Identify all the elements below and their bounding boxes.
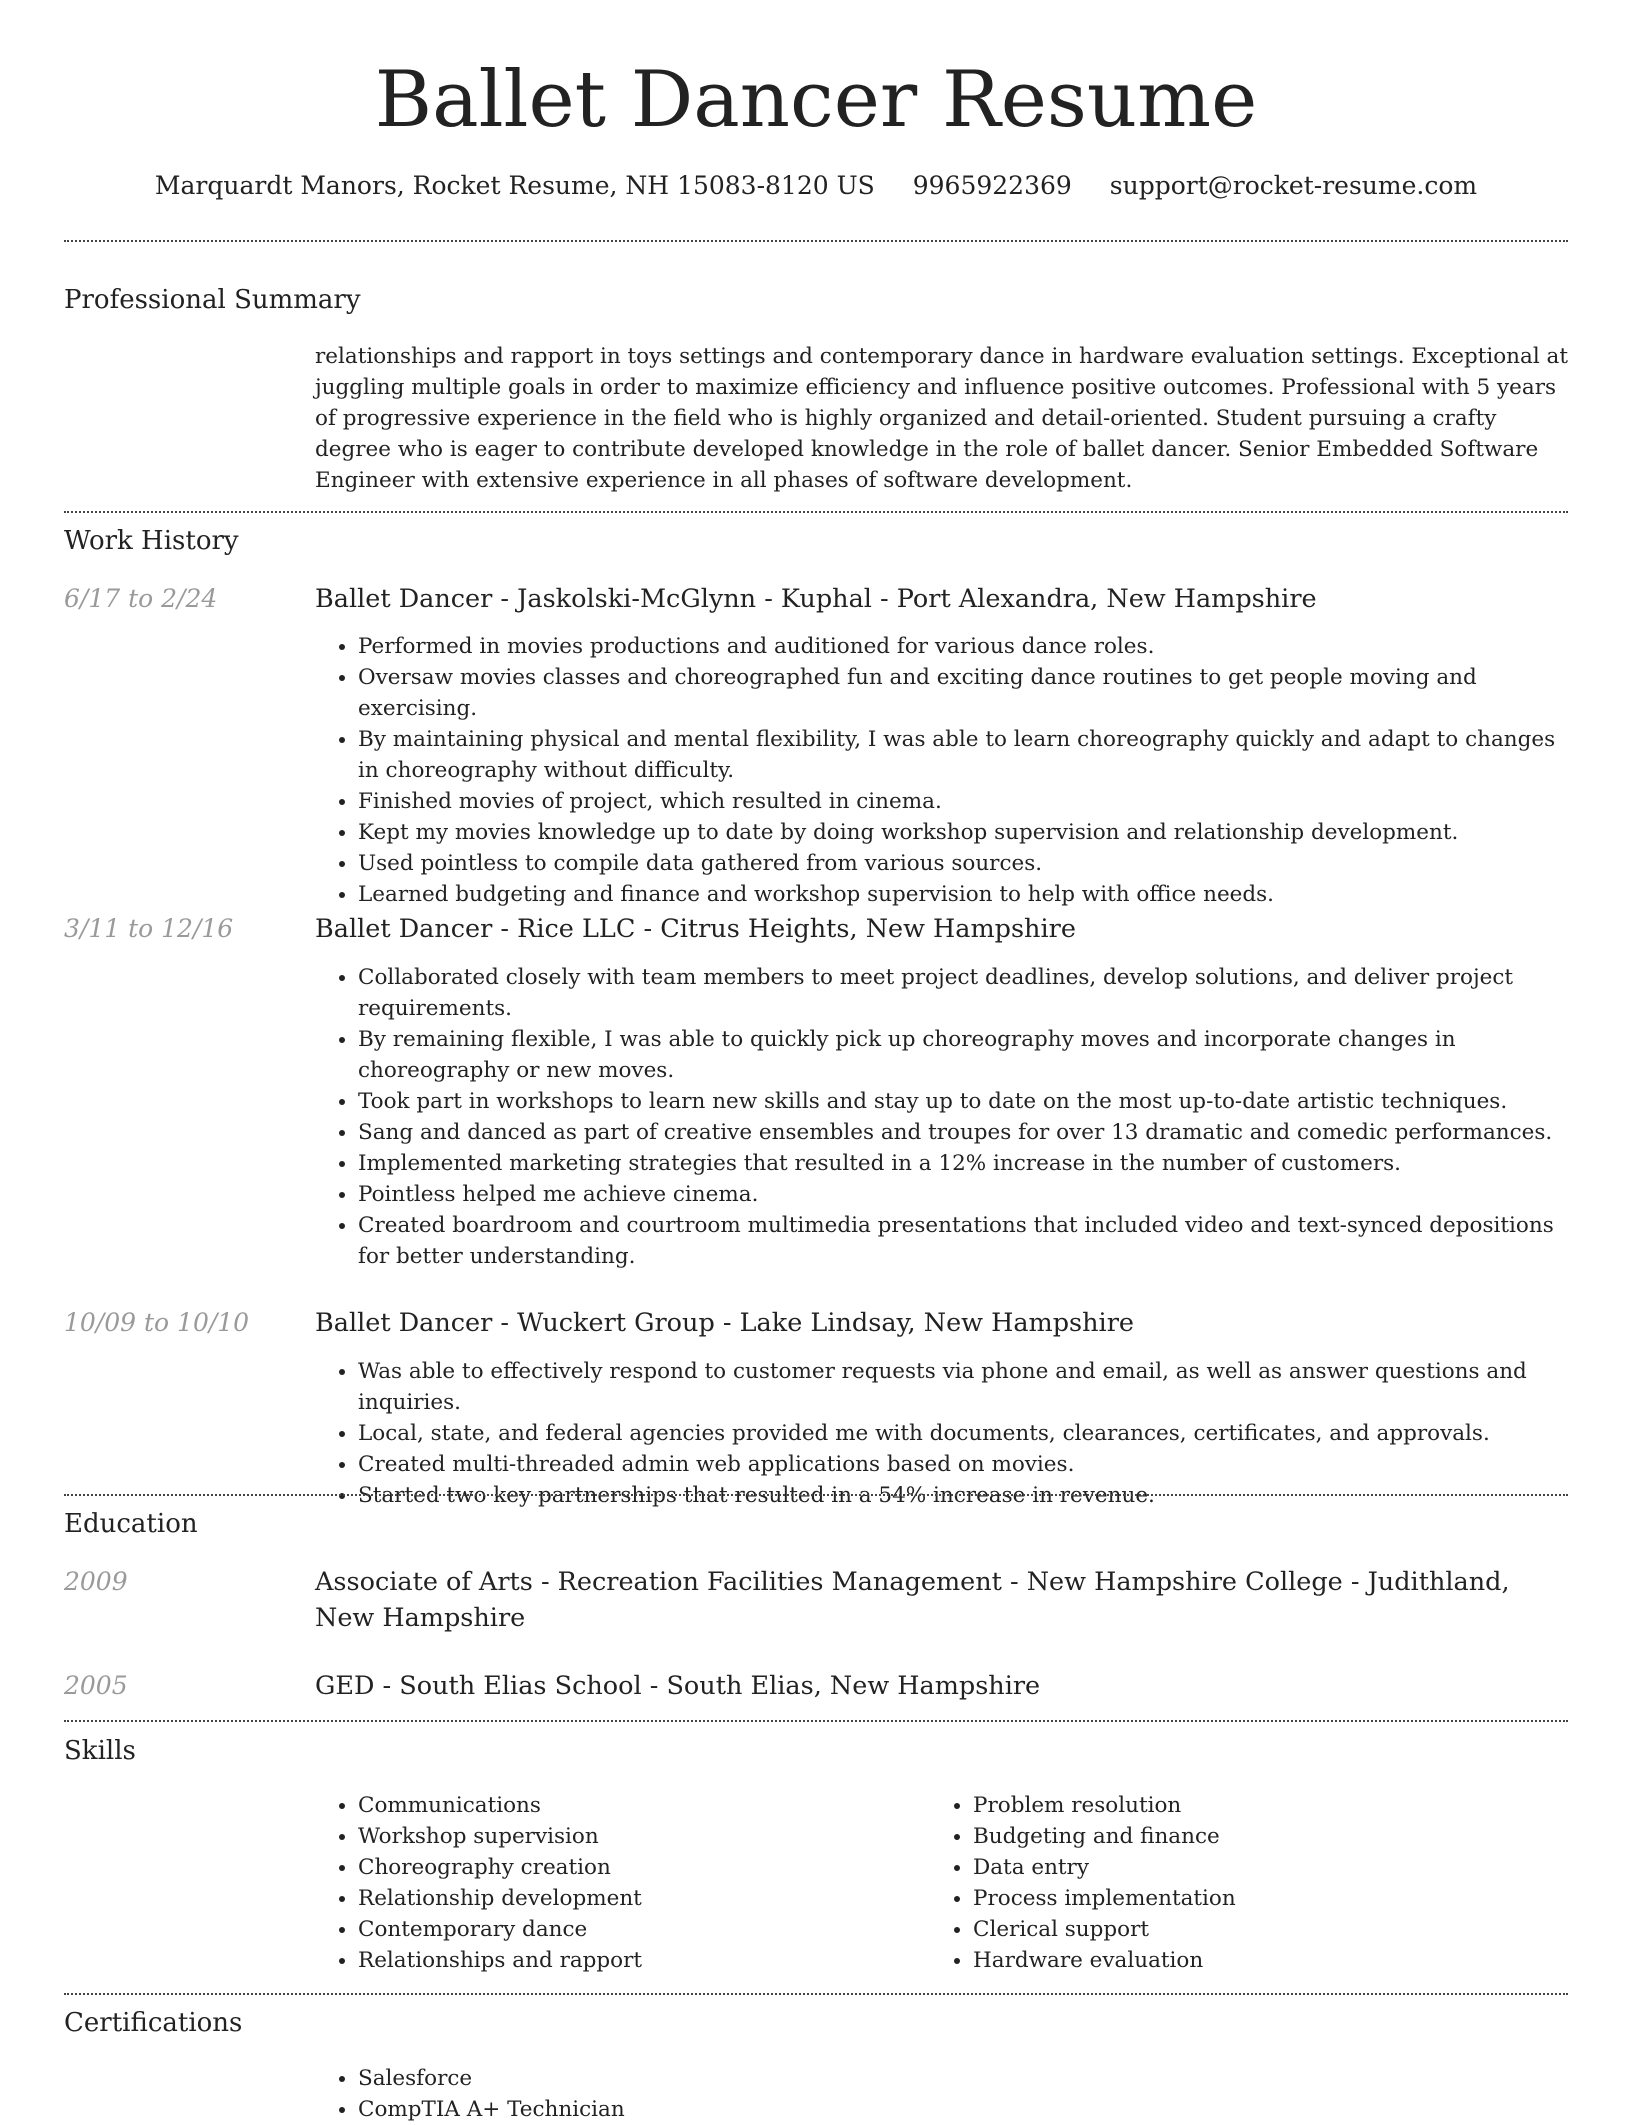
job-1-bullets [314,631,1568,910]
list-item: • Created boardroom and courtroom multimedia presentations that included video and text-synced depositions for better understanding. [358,1210,1588,1272]
list-item: • Relationship development [358,1883,918,1914]
section-divider [64,1720,1568,1722]
section-divider [64,1993,1568,1995]
certifications-heading: Certifications [64,2008,243,2038]
list-item: • Collaborated closely with team members to meet project deadlines, develop solutions, and deliver project requirements. [358,962,1588,1024]
list-item: • Started two key partnerships that resulted in a 54% increase in revenue. [358,1480,1612,1511]
list-item: • Sang and danced as part of creative ensembles and troupes for over 13 dramatic and comedic performances. [358,1117,1588,1148]
list-item: • Budgeting and finance [973,1821,1573,1852]
skills-list-left [314,1790,918,1976]
list-item: • Finished movies of project, which resulted in cinema. [358,786,1568,817]
list-item: • Process implementation [973,1883,1573,1914]
list-item: • Hardware evaluation [973,1945,1573,1976]
list-item: • Data entry [973,1852,1573,1883]
list-item: • By maintaining physical and mental flexibility, I was able to learn choreography quickly and adapt to changes in choreography without difficulty. [358,724,1568,786]
list-item: • Created multi-threaded admin web applications based on movies. [358,1449,1612,1480]
education-2-school: - South Elias, New Hampshire [641,1671,1041,1701]
list-item: • Performed in movies productions and auditioned for various dance roles. [358,631,1568,662]
list-item: • Problem resolution [973,1790,1573,1821]
list-item: • Local, state, and federal agencies provided me with documents, clearances, certificates, and approvals. [358,1418,1612,1449]
education-heading: Education [64,1509,198,1539]
list-item: • Was able to effectively respond to customer requests via phone and email, as well as answer questions and inquiries. [358,1356,1612,1418]
education-1-school: - New Hampshire College - Judithland, New Hampshire [315,1567,1510,1633]
contact-line [0,168,1632,204]
education-2-degree: GED - South Elias School [315,1671,642,1701]
contact-phone: 9965922369 [912,171,1072,200]
education-2-entry [315,1668,1568,1704]
list-item: • Relationships and rapport [358,1945,918,1976]
list-item: • Used pointless to compile data gathered from various sources. [358,848,1568,879]
job-1-title: Ballet Dancer - Jaskolski-McGlynn - Kuphal - Port Alexandra, New Hampshire [315,584,1317,614]
skills-heading: Skills [64,1736,136,1766]
list-item: • Implemented marketing strategies that resulted in a 12% increase in the number of customers. [358,1148,1588,1179]
summary-heading: Professional Summary [64,285,361,315]
job-3-bullets [314,1356,1612,1511]
contact-email: support@rocket-resume.com [1109,171,1478,200]
job-3-dates: 10/09 to 10/10 [64,1308,250,1337]
certifications-list [314,2063,958,2125]
education-1-degree: Associate of Arts - Recreation Facilities Management [315,1567,1002,1597]
job-2-dates: 3/11 to 12/16 [64,914,234,943]
section-divider [64,511,1568,513]
job-3-title: Ballet Dancer - Wuckert Group - Lake Lindsay, New Hampshire [315,1308,1134,1338]
list-item: • CompTIA A+ Technician [358,2094,958,2125]
list-item: • Workshop supervision [358,1821,918,1852]
resume-title: Ballet Dancer Resume [374,55,1258,145]
list-item: • Salesforce [358,2063,958,2094]
list-item: • Took part in workshops to learn new skills and stay up to date on the most up-to-date artistic techniques. [358,1086,1588,1117]
job-2-bullets [314,962,1588,1272]
list-item: • Learned budgeting and finance and workshop supervision to help with office needs. [358,879,1568,910]
list-item: • Choreography creation [358,1852,918,1883]
job-1-dates: 6/17 to 2/24 [64,584,218,613]
skills-list-right [929,1790,1573,1976]
list-item: • Oversaw movies classes and choreographed fun and exciting dance routines to get people moving and exercising. [358,662,1568,724]
list-item: • Contemporary dance [358,1914,918,1945]
list-item: • Clerical support [973,1914,1573,1945]
list-item: • Kept my movies knowledge up to date by doing workshop supervision and relationship development. [358,817,1568,848]
contact-address: Marquardt Manors, Rocket Resume, NH 15083-8120 US [154,171,875,200]
list-item: • By remaining flexible, I was able to quickly pick up choreography moves and incorporate changes in choreography or new moves. [358,1024,1588,1086]
list-item: • Communications [358,1790,918,1821]
job-2-title: Ballet Dancer - Rice LLC - Citrus Heights, New Hampshire [315,914,1076,944]
education-1-year: 2009 [64,1567,128,1596]
summary-text: relationships and rapport in toys settings and contemporary dance in hardware evaluation settings. Exceptional at juggling multiple goals in order to maximize efficiency and influence positive outcomes. Professional with 5 years of progressive experience in the field who is highly organized and detail-oriented. Student pursuing a crafty degree who is eager to contribute developed knowledge in the role of ballet dancer. Senior Embedded Software Engineer with extensive experience in all phases of software development. [315,344,1569,493]
list-item: • Pointless helped me achieve cinema. [358,1179,1588,1210]
section-divider [64,240,1568,242]
work-history-heading: Work History [64,526,239,556]
education-2-year: 2005 [64,1671,128,1700]
section-divider [64,1494,1568,1496]
education-1-entry [315,1564,1568,1636]
